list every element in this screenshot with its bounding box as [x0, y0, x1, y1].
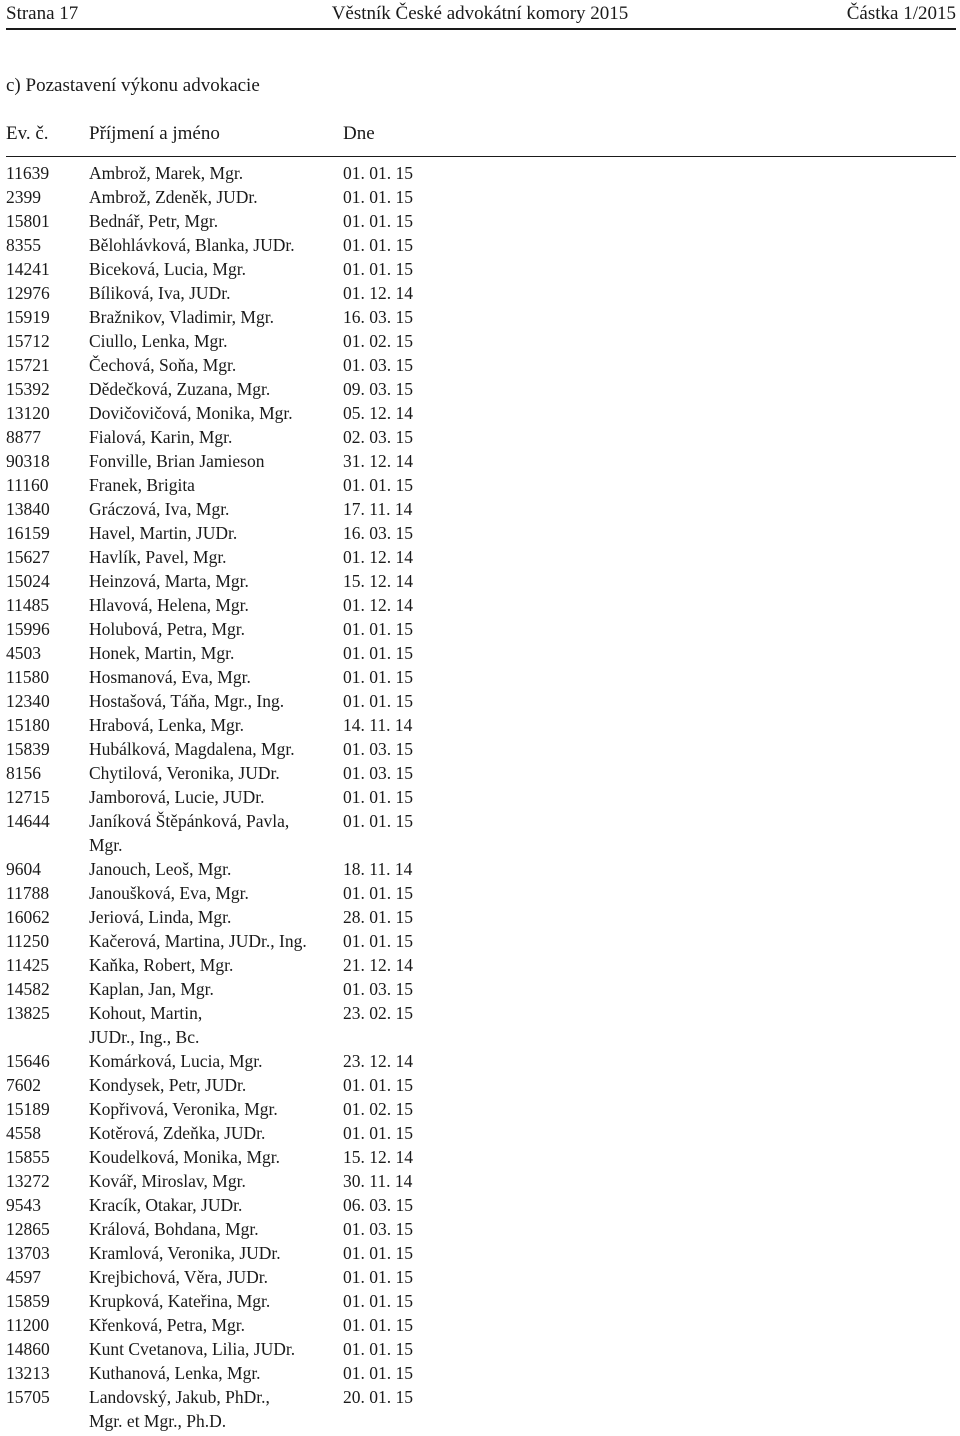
lawyer-name-line: Komárková, Lucia, Mgr.	[89, 1051, 263, 1071]
lawyer-name-line: Janouch, Leoš, Mgr.	[89, 859, 232, 879]
registration-number: 4503	[6, 643, 41, 663]
lawyer-name	[89, 953, 339, 977]
table-row	[0, 569, 960, 593]
table-row	[0, 281, 960, 305]
registration-number: 16159	[6, 523, 50, 543]
page-header	[0, 0, 960, 24]
table-divider	[6, 156, 956, 157]
lawyer-name	[89, 257, 339, 281]
lawyer-name	[89, 305, 339, 329]
lawyer-name-line: Jamborová, Lucie, JUDr.	[89, 787, 265, 807]
lawyer-name-line: Kunt Cvetanova, Lilia, JUDr.	[89, 1339, 296, 1359]
suspension-date: 01. 12. 14	[343, 547, 413, 567]
lawyer-name-line: Kracík, Otakar, JUDr.	[89, 1195, 243, 1215]
suspension-date: 01. 01. 15	[343, 1363, 413, 1383]
registration-number: 14582	[6, 979, 50, 999]
registration-number: 11200	[6, 1315, 50, 1335]
registration-number: 15189	[6, 1099, 50, 1119]
suspension-date: 01. 12. 14	[343, 283, 413, 303]
lawyer-name	[89, 665, 339, 689]
registration-number: 4558	[6, 1123, 41, 1143]
table-row	[0, 761, 960, 785]
table-row	[0, 1073, 960, 1097]
suspension-date: 01. 01. 15	[343, 235, 413, 255]
table-row	[0, 929, 960, 953]
registration-number: 4597	[6, 1267, 41, 1287]
table-row	[0, 377, 960, 401]
lawyer-name-line: Křenková, Petra, Mgr.	[89, 1315, 246, 1335]
registration-number: 12865	[6, 1219, 50, 1239]
suspension-date: 01. 01. 15	[343, 163, 413, 183]
table-row	[0, 1145, 960, 1169]
suspension-date: 01. 01. 15	[343, 1267, 413, 1287]
lawyer-name-line: Havel, Martin, JUDr.	[89, 523, 238, 543]
table-header	[0, 122, 960, 146]
lawyer-name	[89, 209, 339, 233]
lawyer-name-line: Ambrož, Zdeněk, JUDr.	[89, 187, 258, 207]
lawyer-name-line: Holubová, Petra, Mgr.	[89, 619, 246, 639]
lawyer-name	[89, 545, 339, 569]
suspension-date: 01. 01. 15	[343, 1291, 413, 1311]
registration-number: 16062	[6, 907, 50, 927]
table-row	[0, 785, 960, 809]
lawyer-name	[89, 377, 339, 401]
lawyer-name	[89, 1385, 339, 1433]
table-row	[0, 593, 960, 617]
lawyer-name	[89, 1169, 339, 1193]
lawyer-name	[89, 881, 339, 905]
suspension-date: 01. 01. 15	[343, 187, 413, 207]
suspension-date: 06. 03. 15	[343, 1195, 413, 1215]
registration-number: 14644	[6, 811, 50, 831]
registration-number: 14860	[6, 1339, 50, 1359]
table-row	[0, 233, 960, 257]
table-row	[0, 617, 960, 641]
lawyer-name	[89, 1097, 339, 1121]
lawyer-name-line: Králová, Bohdana, Mgr.	[89, 1219, 259, 1239]
registration-number: 13840	[6, 499, 50, 519]
lawyer-name	[89, 425, 339, 449]
lawyer-name	[89, 449, 339, 473]
lawyer-name	[89, 1073, 339, 1097]
lawyer-name	[89, 905, 339, 929]
lawyer-name-line: Hostašová, Táňa, Mgr., Ing.	[89, 691, 285, 711]
suspension-date: 01. 02. 15	[343, 331, 413, 351]
suspension-date: 01. 01. 15	[343, 1075, 413, 1095]
journal-title: Věstník České advokátní komory 2015	[331, 3, 629, 24]
lawyer-name-line: Hubálková, Magdalena, Mgr.	[89, 739, 295, 759]
lawyer-name-line: Čechová, Soňa, Mgr.	[89, 355, 237, 375]
suspension-date: 01. 03. 15	[343, 979, 413, 999]
registration-number: 15721	[6, 355, 50, 375]
suspension-date: 01. 03. 15	[343, 763, 413, 783]
table-row	[0, 881, 960, 905]
suspension-date: 01. 12. 14	[343, 595, 413, 615]
lawyer-name	[89, 1337, 339, 1361]
section-title: c) Pozastavení výkonu advokacie	[6, 75, 260, 96]
suspension-date: 28. 01. 15	[343, 907, 413, 927]
lawyer-name	[89, 1049, 339, 1073]
registration-number: 13213	[6, 1363, 50, 1383]
header-divider	[6, 28, 956, 30]
table-row	[0, 1361, 960, 1385]
suspension-date: 02. 03. 15	[343, 427, 413, 447]
registration-number: 12340	[6, 691, 50, 711]
table-row	[0, 1337, 960, 1361]
lawyer-name	[89, 1313, 339, 1337]
lawyer-name-line: Fialová, Karin, Mgr.	[89, 427, 233, 447]
column-header-ev: Ev. č.	[6, 123, 49, 144]
table-row	[0, 425, 960, 449]
lawyer-name	[89, 1265, 339, 1289]
table-row	[0, 1193, 960, 1217]
column-header-name: Příjmení a jméno	[89, 123, 220, 144]
table-row	[0, 1001, 960, 1049]
registration-number: 11425	[6, 955, 50, 975]
lawyer-name	[89, 281, 339, 305]
registration-number: 12976	[6, 283, 50, 303]
table-row	[0, 353, 960, 377]
table-row	[0, 185, 960, 209]
registration-number: 13120	[6, 403, 50, 423]
lawyer-name-line: Hosmanová, Eva, Mgr.	[89, 667, 251, 687]
table-row	[0, 1121, 960, 1145]
suspension-date: 01. 01. 15	[343, 259, 413, 279]
lawyer-name	[89, 401, 339, 425]
registration-number: 12715	[6, 787, 50, 807]
lawyer-name-line: Kramlová, Veronika, JUDr.	[89, 1243, 281, 1263]
registration-number: 8355	[6, 235, 41, 255]
registration-number: 11485	[6, 595, 50, 615]
lawyer-name-line: Ambrož, Marek, Mgr.	[89, 163, 244, 183]
lawyer-name-line: Landovský, Jakub, PhDr.,	[89, 1387, 270, 1407]
lawyer-name-line: Kovář, Miroslav, Mgr.	[89, 1171, 246, 1191]
lawyer-name	[89, 353, 339, 377]
lawyer-name-line: Kaňka, Robert, Mgr.	[89, 955, 234, 975]
registration-number: 7602	[6, 1075, 41, 1095]
registration-number: 11788	[6, 883, 50, 903]
lawyer-name-line: Bělohlávková, Blanka, JUDr.	[89, 235, 295, 255]
suspension-date: 01. 03. 15	[343, 1219, 413, 1239]
lawyer-name	[89, 977, 339, 1001]
table-row	[0, 809, 960, 857]
lawyer-name-line: Biceková, Lucia, Mgr.	[89, 259, 246, 279]
suspension-date: 01. 01. 15	[343, 931, 413, 951]
table-row	[0, 1385, 960, 1433]
lawyer-name	[89, 929, 339, 953]
lawyer-name	[89, 1217, 339, 1241]
registration-number: 15712	[6, 331, 50, 351]
suspension-date: 01. 02. 15	[343, 1099, 413, 1119]
registration-number: 11250	[6, 931, 50, 951]
lawyer-name	[89, 1001, 339, 1049]
suspension-date: 01. 01. 15	[343, 1339, 413, 1359]
table-row	[0, 305, 960, 329]
lawyer-name-line: Jeriová, Linda, Mgr.	[89, 907, 232, 927]
registration-number: 2399	[6, 187, 41, 207]
table-row	[0, 953, 960, 977]
lawyer-name-line: Dědečková, Zuzana, Mgr.	[89, 379, 271, 399]
lawyer-name-line: Krejbichová, Věra, JUDr.	[89, 1267, 268, 1287]
registration-number: 8877	[6, 427, 41, 447]
lawyer-name-line: Hrabová, Lenka, Mgr.	[89, 715, 245, 735]
table-row	[0, 977, 960, 1001]
lawyer-name	[89, 785, 339, 809]
suspension-date: 01. 01. 15	[343, 619, 413, 639]
registration-number: 15855	[6, 1147, 50, 1167]
lawyer-name	[89, 1121, 339, 1145]
registration-number: 90318	[6, 451, 50, 471]
table-row	[0, 737, 960, 761]
lawyer-name	[89, 1145, 339, 1169]
table-row	[0, 521, 960, 545]
lawyer-name-line: Hlavová, Helena, Mgr.	[89, 595, 249, 615]
lawyer-name-line: Kačerová, Martina, JUDr., Ing.	[89, 931, 307, 951]
lawyer-name-line: Ciullo, Lenka, Mgr.	[89, 331, 228, 351]
suspension-date: 01. 01. 15	[343, 811, 413, 831]
suspension-date: 09. 03. 15	[343, 379, 413, 399]
lawyer-name-line: Kopřivová, Veronika, Mgr.	[89, 1099, 278, 1119]
lawyer-name	[89, 617, 339, 641]
registration-number: 11639	[6, 163, 50, 183]
lawyer-name	[89, 737, 339, 761]
suspension-date: 31. 12. 14	[343, 451, 413, 471]
registration-number: 11580	[6, 667, 50, 687]
lawyer-name	[89, 161, 339, 185]
lawyer-name	[89, 521, 339, 545]
lawyer-name-line: Havlík, Pavel, Mgr.	[89, 547, 227, 567]
table-row	[0, 689, 960, 713]
registration-number: 9604	[6, 859, 41, 879]
table-row	[0, 1217, 960, 1241]
suspension-date: 16. 03. 15	[343, 523, 413, 543]
lawyer-name-line: Kuthanová, Lenka, Mgr.	[89, 1363, 261, 1383]
suspension-date: 01. 01. 15	[343, 787, 413, 807]
lawyer-name-line: Janíková Štěpánková, Pavla,	[89, 811, 290, 831]
table-row	[0, 209, 960, 233]
lawyer-name-line: Gráczová, Iva, Mgr.	[89, 499, 230, 519]
lawyer-name-line: Kohout, Martin,	[89, 1003, 203, 1023]
lawyer-name-line: Bražnikov, Vladimir, Mgr.	[89, 307, 274, 327]
suspension-date: 01. 01. 15	[343, 667, 413, 687]
lawyer-name-line: JUDr., Ing., Bc.	[89, 1027, 200, 1047]
suspension-date: 01. 01. 15	[343, 1243, 413, 1263]
table-row	[0, 665, 960, 689]
lawyer-name-line: Mgr.	[89, 835, 123, 855]
lawyer-name-line: Koudelková, Monika, Mgr.	[89, 1147, 281, 1167]
suspension-date: 05. 12. 14	[343, 403, 413, 423]
suspension-date: 15. 12. 14	[343, 571, 413, 591]
table-row	[0, 161, 960, 185]
lawyer-name-line: Kotěrová, Zdeňka, JUDr.	[89, 1123, 266, 1143]
suspension-date: 01. 01. 15	[343, 1123, 413, 1143]
registration-number: 15705	[6, 1387, 50, 1407]
registration-number: 13272	[6, 1171, 50, 1191]
table-row	[0, 473, 960, 497]
registration-number: 15392	[6, 379, 50, 399]
lawyer-name	[89, 593, 339, 617]
registration-number: 15627	[6, 547, 50, 567]
lawyer-name	[89, 1193, 339, 1217]
lawyer-name	[89, 1289, 339, 1313]
lawyer-name	[89, 641, 339, 665]
lawyer-name-line: Chytilová, Veronika, JUDr.	[89, 763, 280, 783]
table-row	[0, 905, 960, 929]
registration-number: 15839	[6, 739, 50, 759]
lawyer-name	[89, 185, 339, 209]
lawyer-name	[89, 233, 339, 257]
lawyer-name-line: Janoušková, Eva, Mgr.	[89, 883, 249, 903]
table-row	[0, 641, 960, 665]
lawyer-name-line: Kondysek, Petr, JUDr.	[89, 1075, 247, 1095]
lawyer-name	[89, 473, 339, 497]
lawyer-name	[89, 761, 339, 785]
lawyer-name-line: Honek, Martin, Mgr.	[89, 643, 235, 663]
registration-number: 15859	[6, 1291, 50, 1311]
lawyer-name-line: Fonville, Brian Jamieson	[89, 451, 265, 471]
lawyer-name-line: Bíliková, Iva, JUDr.	[89, 283, 231, 303]
registration-number: 8156	[6, 763, 41, 783]
suspension-date: 01. 01. 15	[343, 211, 413, 231]
lawyer-name	[89, 713, 339, 737]
lawyer-name	[89, 569, 339, 593]
registration-number: 15996	[6, 619, 50, 639]
suspension-date: 01. 01. 15	[343, 1315, 413, 1335]
registration-number: 15646	[6, 1051, 50, 1071]
lawyer-name-line: Franek, Brigita	[89, 475, 195, 495]
suspension-date: 30. 11. 14	[343, 1171, 413, 1191]
registration-number: 14241	[6, 259, 50, 279]
table-row	[0, 257, 960, 281]
table-row	[0, 1049, 960, 1073]
table-row	[0, 1097, 960, 1121]
suspension-date: 01. 01. 15	[343, 475, 413, 495]
lawyer-name-line: Dovičovičová, Monika, Mgr.	[89, 403, 293, 423]
lawyer-name	[89, 497, 339, 521]
lawyer-name-line: Mgr. et Mgr., Ph.D.	[89, 1411, 227, 1431]
suspension-date: 20. 01. 15	[343, 1387, 413, 1407]
column-header-date: Dne	[343, 123, 375, 144]
table-row	[0, 329, 960, 353]
table-row	[0, 449, 960, 473]
suspension-date: 01. 01. 15	[343, 643, 413, 663]
lawyer-name-line: Heinzová, Marta, Mgr.	[89, 571, 249, 591]
table-row	[0, 1265, 960, 1289]
suspension-date: 01. 01. 15	[343, 691, 413, 711]
suspension-date: 01. 03. 15	[343, 739, 413, 759]
registration-number: 15919	[6, 307, 50, 327]
table-row	[0, 1241, 960, 1265]
lawyer-name	[89, 809, 339, 857]
lawyer-name	[89, 329, 339, 353]
lawyer-name	[89, 689, 339, 713]
suspension-date: 18. 11. 14	[343, 859, 413, 879]
table-row	[0, 713, 960, 737]
suspension-date: 23. 02. 15	[343, 1003, 413, 1023]
table-row	[0, 401, 960, 425]
suspension-date: 15. 12. 14	[343, 1147, 413, 1167]
suspension-date: 23. 12. 14	[343, 1051, 413, 1071]
page-number: Strana 17	[6, 3, 79, 24]
table-row	[0, 545, 960, 569]
suspension-date: 21. 12. 14	[343, 955, 413, 975]
suspension-date: 01. 03. 15	[343, 355, 413, 375]
suspension-date: 14. 11. 14	[343, 715, 413, 735]
lawyer-name-line: Bednář, Petr, Mgr.	[89, 211, 219, 231]
registration-number: 13825	[6, 1003, 50, 1023]
table-row	[0, 1313, 960, 1337]
registration-number: 15801	[6, 211, 50, 231]
issue-number: Částka 1/2015	[846, 3, 956, 24]
lawyer-name	[89, 1361, 339, 1385]
table-row	[0, 497, 960, 521]
table-body	[0, 161, 960, 1433]
table-row	[0, 857, 960, 881]
registration-number: 13703	[6, 1243, 50, 1263]
lawyer-name-line: Kaplan, Jan, Mgr.	[89, 979, 214, 999]
lawyer-name-line: Krupková, Kateřina, Mgr.	[89, 1291, 271, 1311]
lawyer-name	[89, 1241, 339, 1265]
registration-number: 15180	[6, 715, 50, 735]
registration-number: 9543	[6, 1195, 41, 1215]
registration-number: 15024	[6, 571, 50, 591]
suspension-date: 17. 11. 14	[343, 499, 413, 519]
table-row	[0, 1289, 960, 1313]
registration-number: 11160	[6, 475, 49, 495]
lawyer-name	[89, 857, 339, 881]
suspension-date: 16. 03. 15	[343, 307, 413, 327]
table-row	[0, 1169, 960, 1193]
suspension-date: 01. 01. 15	[343, 883, 413, 903]
